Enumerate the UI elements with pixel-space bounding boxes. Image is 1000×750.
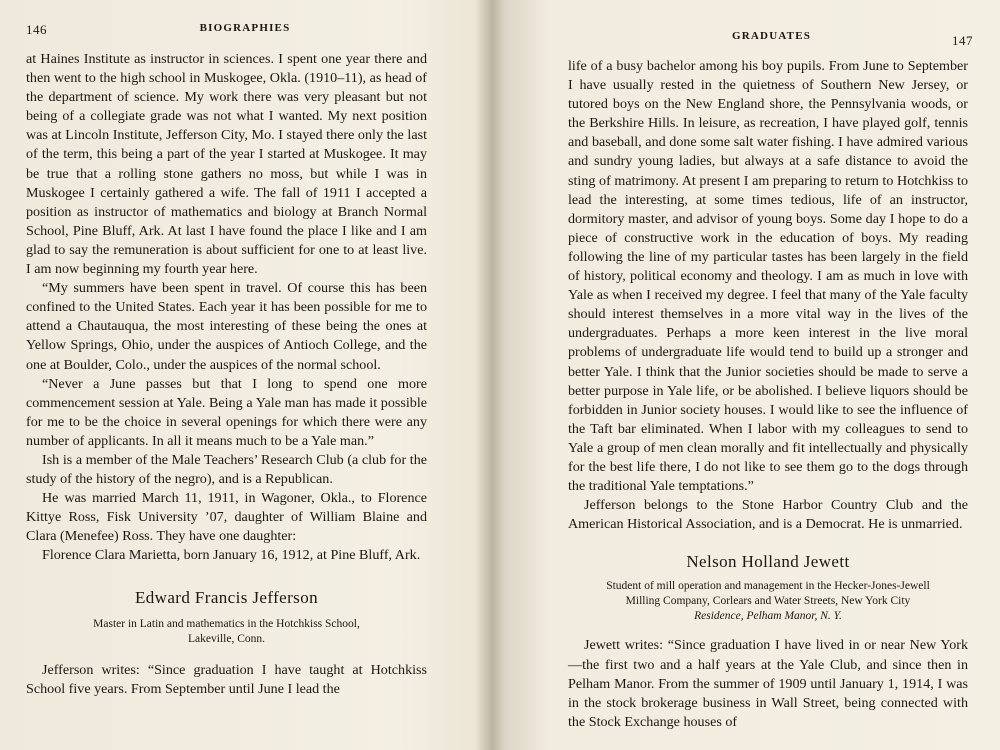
paragraph: “Never a June passes but that I long to spend one more commencement session at Yale. Being a Yale man has made it possible for me to be the choice in several openings for which there were any number of applicants. In all it means much to be a Yale man.”	[26, 375, 427, 449]
entry-residence: Residence, Pelham Manor, N. Y.	[694, 610, 842, 623]
entry-location: Lakeville, Conn.	[188, 632, 265, 645]
left-page	[0, 0, 490, 750]
entry-position: Master in Latin and mathematics in the Hotchkiss School,	[93, 617, 360, 630]
paragraph: Florence Clara Marietta, born January 16, 1912, at Pine Bluff, Ark.	[42, 547, 421, 564]
paragraph: at Haines Institute as instructor in sciences. I spent one year there and then went to the high school in Muskogee, Okla. (1910–11), as head of the department of science. My work there was very pleasant but not being of a collegiate grade was not what I wanted. My next position was at Lincoln Institute, Jefferson City, Mo. I stayed there only the last of the term, this being a part of the year I started at Muskogee. It may be true that a rolling stone gathers no moss, but while I was in Muskogee I certainly gathered a wife. The fall of 1911 I accepted a position as instructor of mathematics and biology at Branch Normal School, Pine Bluff, Ark. At last I have found the place I like and I am glad to say the remuneration is about sufficient for one to at least live. I am now beginning my fourth year here.	[26, 51, 427, 278]
right-page	[500, 0, 1000, 750]
entry-location: Milling Company, Corlears and Water Streets, New York City	[625, 595, 911, 608]
entry-name-heading: Edward Francis Jefferson	[134, 587, 318, 607]
running-head: GRADUATES	[732, 30, 812, 42]
page-number: 147	[952, 33, 973, 48]
entry-position: Student of mill operation and management in the Hecker-Jones-Jewell	[606, 580, 930, 593]
paragraph: Ish is a member of the Male Teachers’ Research Club (a club for the study of the history of the negro), and is a Republican.	[26, 451, 427, 488]
left-text-column	[26, 50, 427, 699]
paragraph: Jefferson belongs to the Stone Harbor Country Club and the American Historical Association, and is a Democrat. He is unmarried.	[568, 497, 968, 533]
paragraph: “My summers have been spent in travel. Of course this has been confined to the United States. Each year it has been possible for me to attend a Chautauqua, the most interesting of these being the ones at Yellow Springs, Ohio, under the auspices of Antioch College, and the one at Boulder, Colo., under the auspices of the normal school.	[26, 280, 427, 373]
paragraph: Jefferson writes: “Since graduation I have taught at Hotchkiss School five years. From September until June I lead the	[26, 661, 427, 697]
paragraph: life of a busy bachelor among his boy pupils. From June to September I have usually rested in the quietness of Southern New Jersey, or tutored boys on the New England shore, the Pennsylvania woods, or the Berkshire Hills. In leisure, as recreation, I have played golf, tennis and baseball, and done some salt water fishing. I have admired various and sundry young ladies, but always at a safe distance to avoid the sting of matrimony. At present I am preparing to return to Hotchkiss to lead the interesting, at some times tedious, life of an instructor, dormitory master, and advisor of young boys. Some day I hope to do a piece of constructive work in the education of boys. My reading following the line of my particular tastes has been largely in the field of history, political economy and theology. I am as much in love with Yale as when I received my degree. I feel that many of the Yale faculty should interest themselves in a more vital way in the lives of the undergraduates. Perhaps a more keen interest in the live moral problems of undergraduate life would tend to build up a stronger and better Yale. I think that the Junior societies should be made to serve a better purpose in Yale life, or be abolished. I believe liquors should be forbidden in Junior society houses. I would like to see the influence of the Taft bar eliminated. When I labor with my colleagues to send to Yale a group of men clean morally and fit intellectually and physically for the best life there, I do not like to see them go to the dogs through the traditional Yale temptations.”	[568, 58, 968, 495]
paragraph: He was married March 11, 1911, in Wagoner, Okla., to Florence Kittye Ross, Fisk University ’07, daughter of William Blaine and Clara (Menefee) Ross. They have one daughter:	[26, 490, 427, 545]
page-number: 146	[26, 22, 47, 37]
entry-name-heading: Nelson Holland Jewett	[686, 552, 850, 572]
paragraph: Jewett writes: “Since graduation I have lived in or near New York—the first two and a half years at the Yale Club, and since then in Pelham Manor. From the summer of 1909 until January 1, 1914, I was in the stock brokerage business in Wall Street, being connected with the Stock Exchange houses of	[568, 637, 968, 730]
running-head: BIOGRAPHIES	[199, 22, 291, 34]
right-text-column	[568, 57, 968, 732]
